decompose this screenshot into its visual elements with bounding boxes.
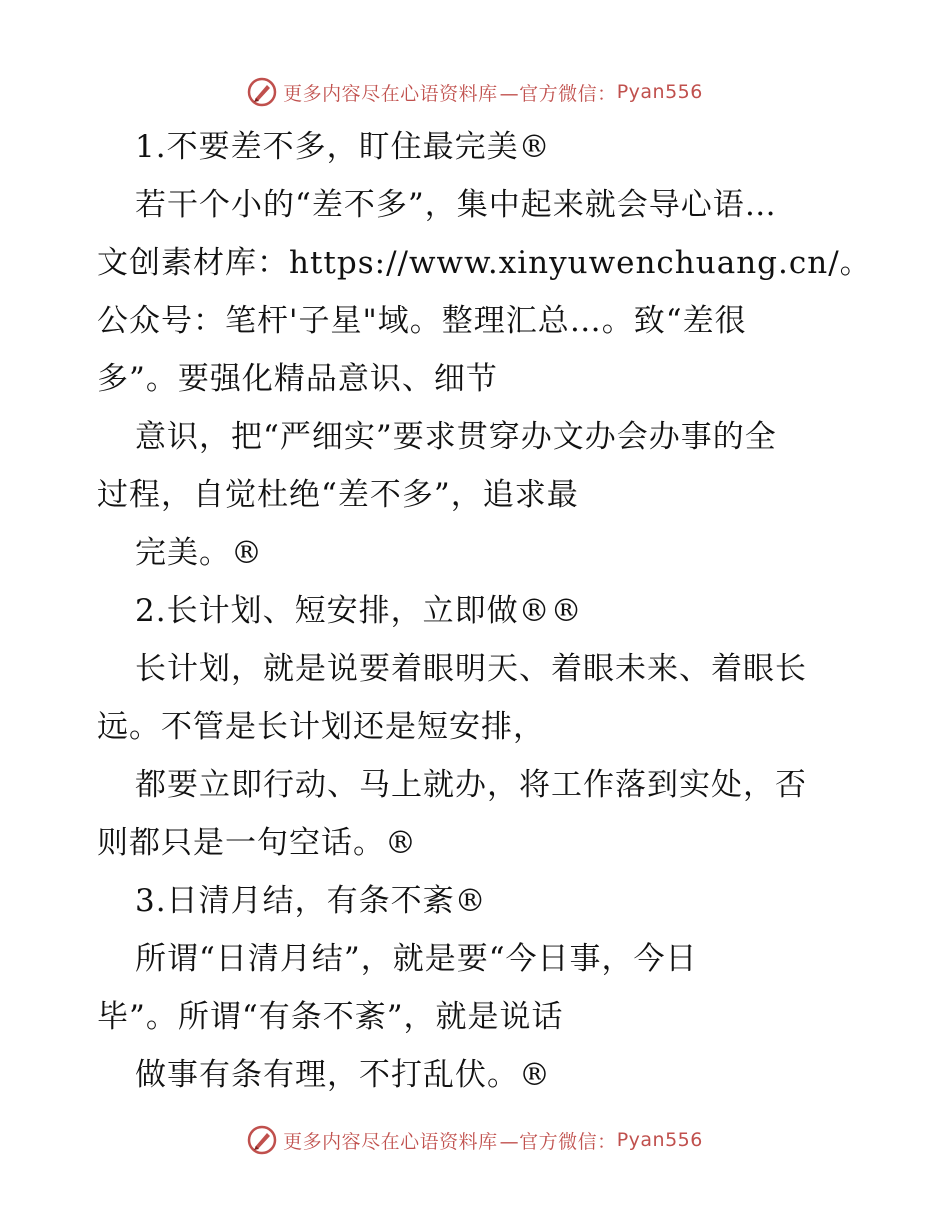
heading-1: 1.不要差不多，盯住最完美® <box>135 129 551 165</box>
paragraph-line: 都要立即行动、马上就办，将工作落到实处，否 <box>135 767 807 803</box>
paragraph-line: 过程，自觉杜绝“差不多”，追求最 <box>97 477 579 513</box>
pen-logo-icon <box>247 1125 277 1155</box>
paragraph-line: 毕”。所谓“有条不紊”，就是说话 <box>97 999 564 1035</box>
paragraph-line: 所谓“日清月结”，就是要“今日事，今日 <box>135 941 698 977</box>
paragraph-line: 则都只是一句空话。® <box>97 825 417 861</box>
paragraph-line: 若干个小的“差不多”，集中起来就会导心语… <box>135 187 777 223</box>
paragraph-line: 完美。® <box>135 535 263 571</box>
paragraph-line: 多”。要强化精品意识、细节 <box>97 361 498 397</box>
paragraph-line: 文创素材库：https://www.xinyuwenchuang.cn/。 <box>97 245 872 281</box>
paragraph-line: 公众号：笔杆'子星"域。整理汇总…。致“差很 <box>97 303 747 339</box>
page-header <box>0 74 950 110</box>
header-wechat-id: Pyan556 <box>616 81 703 103</box>
footer-wechat-id: Pyan556 <box>616 1129 703 1151</box>
paragraph-line: 远。不管是长计划还是短安排， <box>97 709 545 745</box>
paragraph-line: 意识，把“严细实”要求贯穿办文办会办事的全 <box>135 419 777 455</box>
page-footer <box>0 1122 950 1158</box>
footer-wechat-label: —官方微信： <box>499 1130 617 1153</box>
heading-3: 3.日清月结，有条不紊® <box>135 883 487 919</box>
paragraph-line: 长计划，就是说要着眼明天、着眼未来、着眼长 <box>135 651 807 687</box>
paragraph-line: 做事有条有理，不打乱伏。® <box>135 1057 551 1093</box>
heading-2: 2.长计划、短安排，立即做®® <box>135 593 583 629</box>
footer-brand-text: 更多内容尽在心语资料库 <box>283 1130 498 1153</box>
pen-logo-icon <box>247 77 277 107</box>
header-wechat-label: —官方微信： <box>499 82 617 105</box>
document-body <box>97 118 872 1104</box>
header-brand-text: 更多内容尽在心语资料库 <box>283 82 498 105</box>
